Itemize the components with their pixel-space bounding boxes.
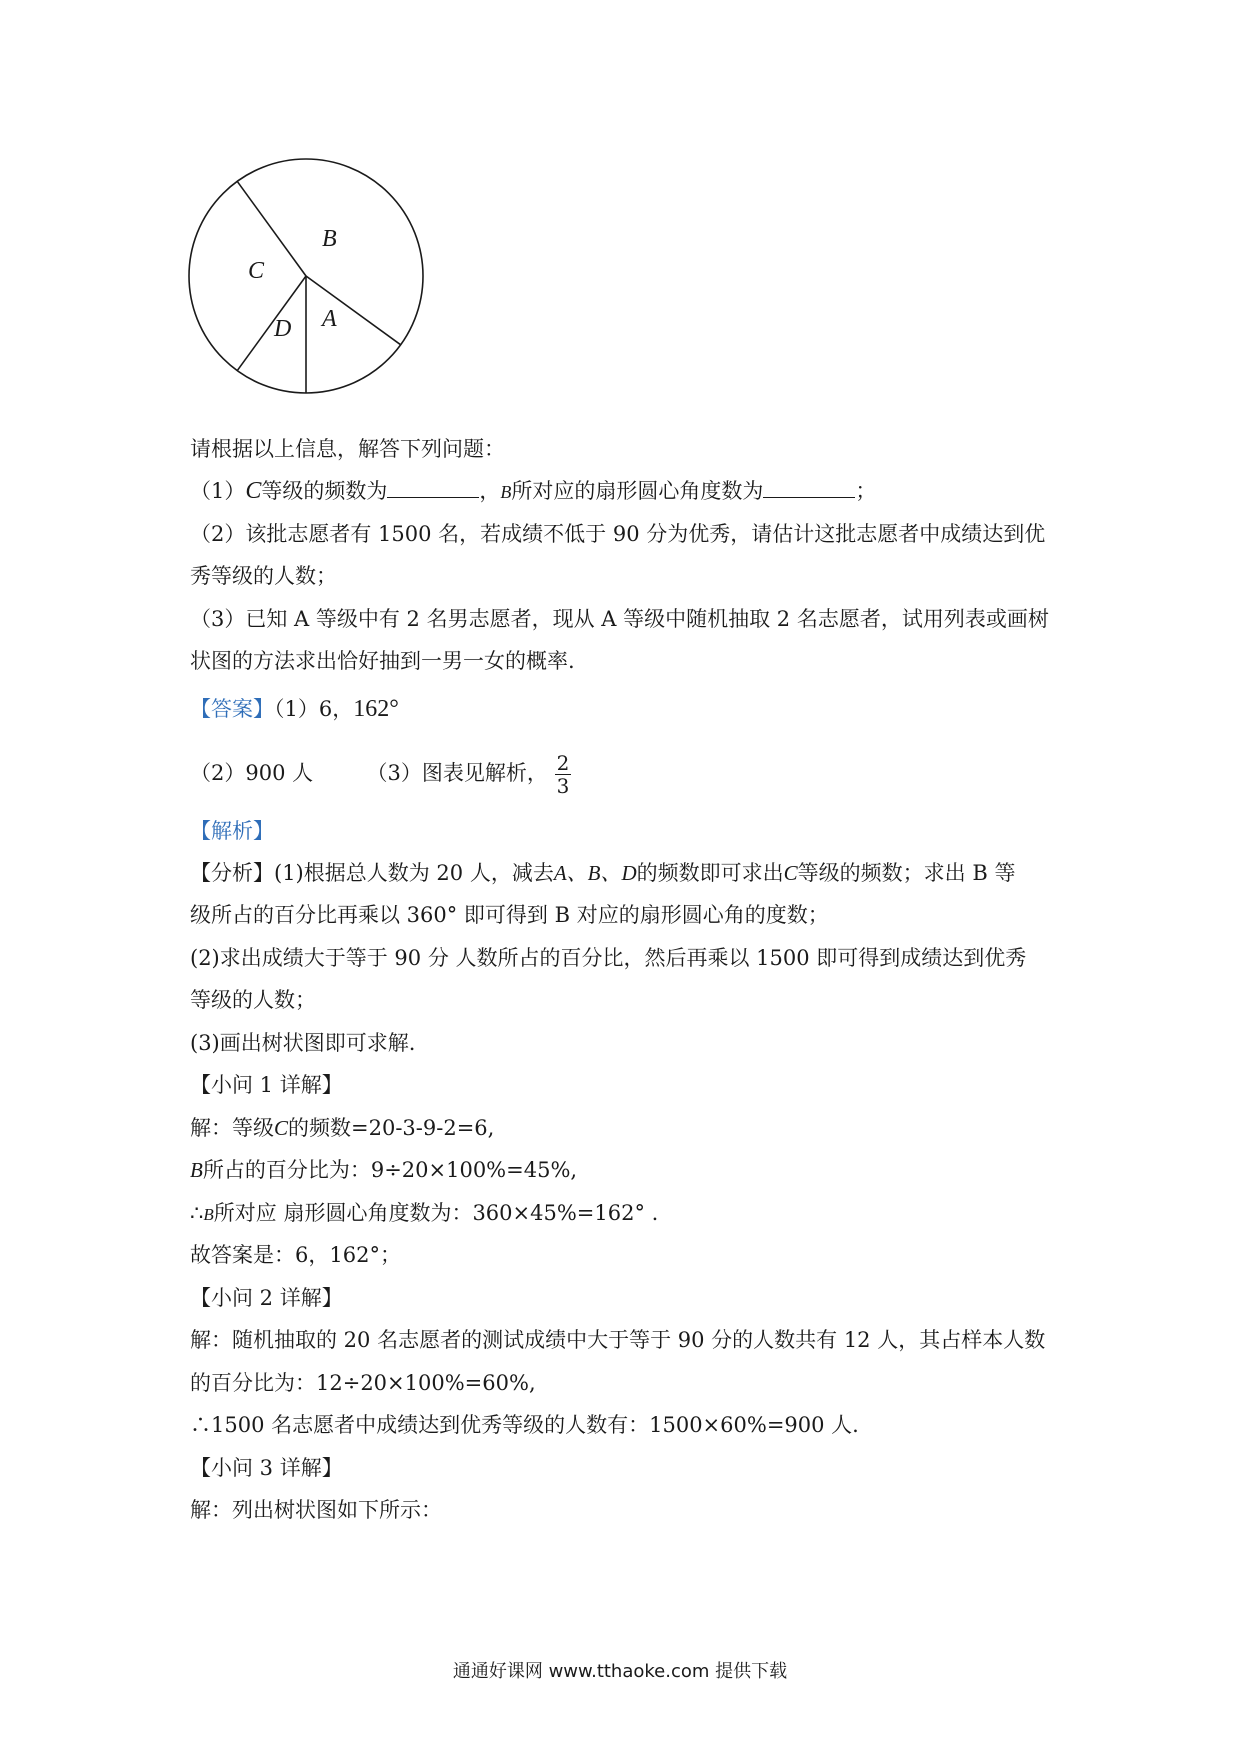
question-2-line-2: 秀等级的人数； bbox=[190, 564, 337, 588]
analysis-line-4: 等级的人数； bbox=[190, 988, 316, 1012]
subquestion-1-line-3 bbox=[190, 1198, 658, 1230]
question-2-line-1: （2）该批志愿者有 1500 名，若成绩不低于 90 分为优秀，请估计这批志愿者中成绩达到优 bbox=[190, 522, 1046, 546]
analysis-fx-tag: 【分析】 bbox=[190, 861, 274, 885]
pie-label-a: A bbox=[322, 306, 337, 332]
fraction-numerator: 2 bbox=[556, 751, 570, 775]
question-intro: 请根据以上信息，解答下列问题： bbox=[190, 437, 505, 461]
fraction-denominator: 3 bbox=[556, 774, 570, 798]
analysis-vars: A、B、D bbox=[553, 861, 637, 885]
pie-label-d: D bbox=[274, 316, 292, 342]
analysis-text: 的频数即可求出 bbox=[636, 861, 784, 885]
q1-text-1: 等级的频数为 bbox=[261, 479, 388, 503]
q1-var-c: C bbox=[245, 478, 262, 504]
analysis-line-1 bbox=[190, 858, 1015, 888]
analysis-text: (1)根据总人数为 20 人，减去 bbox=[274, 861, 554, 885]
answer-line-2 bbox=[190, 752, 571, 797]
subquestion-2-title: 【小问 2 详解】 bbox=[190, 1286, 343, 1310]
s1-text: 的频数=20-3-9-2=6, bbox=[288, 1116, 495, 1140]
subquestion-2-line-2: 的百分比为：12÷20×100%=60%, bbox=[190, 1371, 536, 1395]
pie-label-c: C bbox=[248, 258, 265, 284]
analysis-line-5: (3)画出树状图即可求解. bbox=[190, 1031, 416, 1055]
s1-text: 解：等级 bbox=[190, 1116, 274, 1140]
therefore-symbol: ∴ bbox=[190, 1201, 204, 1225]
footer-credit: 通通好课网 www.tthaoke.com 提供下载 bbox=[452, 1661, 788, 1682]
s1-var-b: B bbox=[203, 1205, 214, 1224]
subquestion-2-line-3: ∴1500 名志愿者中成绩达到优秀等级的人数有：1500×60%=900 人. bbox=[190, 1413, 859, 1437]
subquestion-1-line-2 bbox=[190, 1155, 577, 1185]
s1-var-b: B bbox=[190, 1158, 203, 1182]
s1-text: 所对应 扇形圆心角度数为：360×45%=162° . bbox=[213, 1201, 659, 1225]
subquestion-1-title: 【小问 1 详解】 bbox=[190, 1073, 343, 1097]
analysis-text: 等级的频数；求出 B 等 bbox=[797, 861, 1016, 885]
answer-2: （2）900 人 bbox=[190, 761, 314, 785]
analysis-line-3: (2)求出成绩大于等于 90 分 人数所占的百分比，然后再乘以 1500 即可得到成绩达到优秀 bbox=[190, 946, 1027, 970]
s1-var-c: C bbox=[274, 1116, 289, 1140]
q1-var-b: B bbox=[500, 482, 512, 502]
pie-boundary-a-b-line bbox=[306, 276, 401, 345]
answer-1: （1）6， bbox=[274, 697, 354, 721]
q1-text-3: 所对应的扇形圆心角度数为 bbox=[511, 479, 764, 503]
analysis-line-2: 级所占的百分比再乘以 360° 即可得到 B 对应的扇形圆心角的度数； bbox=[190, 903, 829, 927]
subquestion-1-line-1 bbox=[190, 1113, 494, 1143]
pie-boundary-c-d-line bbox=[237, 276, 306, 371]
analysis-var-c: C bbox=[783, 861, 798, 885]
q1-text-2: ， bbox=[479, 479, 501, 503]
question-3-line-2: 状图的方法求出恰好抽到一男一女的概率. bbox=[190, 649, 575, 673]
subquestion-1-line-4: 故答案是：6，162°； bbox=[190, 1243, 401, 1267]
pie-label-b: B bbox=[322, 226, 337, 252]
question-3-line-1: （3）已知 A 等级中有 2 名男志愿者，现从 A 等级中随机抽取 2 名志愿者，试用列表或画树 bbox=[190, 607, 1049, 631]
answer-tag: 【答案】 bbox=[190, 697, 274, 721]
answer-3: （3）图表见解析， bbox=[366, 761, 548, 785]
pie-chart bbox=[186, 156, 426, 396]
answer-3-fraction bbox=[555, 752, 572, 797]
s1-text: 所占的百分比为：9÷20×100%=45%, bbox=[202, 1158, 578, 1182]
answer-line-1 bbox=[190, 694, 399, 724]
q1-blank-2 bbox=[763, 477, 855, 498]
subquestion-3-title: 【小问 3 详解】 bbox=[190, 1456, 343, 1480]
q1-blank-1 bbox=[387, 477, 479, 498]
subquestion-3-line-1: 解：列出树状图如下所示： bbox=[190, 1498, 442, 1522]
analysis-tag: 【解析】 bbox=[190, 819, 274, 843]
q1-text-4: ； bbox=[855, 479, 877, 503]
subquestion-2-line-1: 解：随机抽取的 20 名志愿者的测试成绩中大于等于 90 分的人数共有 12 人，其占样本人数 bbox=[190, 1328, 1046, 1352]
q1-prefix: （1） bbox=[190, 479, 246, 503]
question-1 bbox=[190, 476, 876, 507]
answer-1-angle: 162° bbox=[353, 696, 399, 722]
